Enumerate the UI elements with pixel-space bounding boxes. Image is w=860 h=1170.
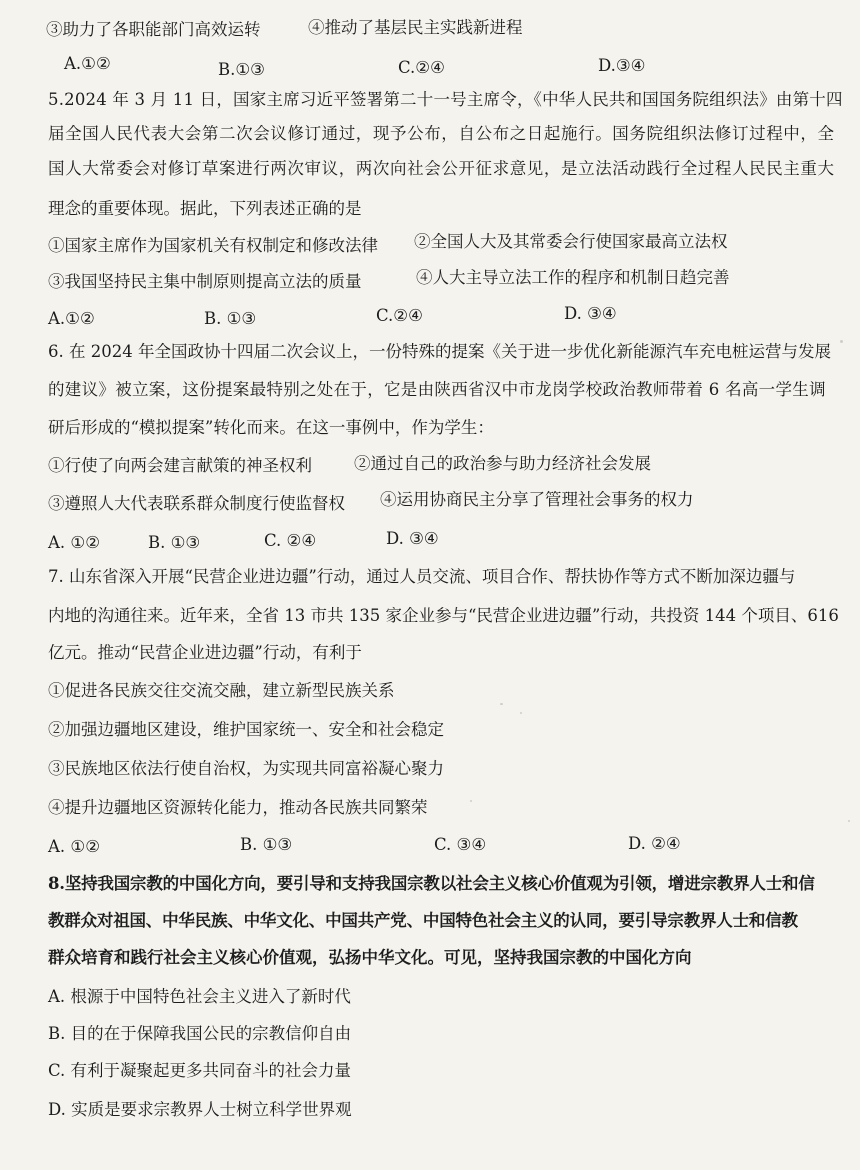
q6-choice-d: D. ③④: [386, 529, 439, 548]
q5-stem-line: 5.2024 年 3 月 11 日，国家主席习近平签署第二十一号主席令，《中华人民共和国国务院组织法》由第十四: [48, 90, 843, 109]
q5-stem-line: 国人大常委会对修订草案进行两次审议，两次向社会公开征求意见，是立法活动践行全过程人民民主重大: [48, 159, 835, 178]
scan-speck: [520, 712, 522, 714]
q7-option-3: ③民族地区依法行使自治权，为实现共同富裕凝心聚力: [48, 759, 444, 778]
q7-choice-a: A. ①②: [48, 837, 100, 856]
q4-option-4: ④推动了基层民主实践新进程: [308, 18, 523, 37]
q5-choice-a: A.①②: [48, 309, 95, 328]
q6-choice-a: A. ①②: [48, 533, 100, 552]
q7-option-2: ②加强边疆地区建设，维护国家统一、安全和社会稳定: [48, 720, 444, 739]
q8-stem-line: 8.坚持我国宗教的中国化方向，要引导和支持我国宗教以社会主义核心价值观为引领，增进宗教界人士和信: [48, 874, 815, 893]
q5-option-1: ①国家主席作为国家机关有权制定和修改法律: [48, 236, 378, 255]
scan-speck: [500, 703, 503, 705]
q4-choice-a: A.①②: [64, 54, 111, 73]
q7-choice-c: C. ③④: [434, 835, 487, 854]
q6-stem-line: 研后形成的“模拟提案”转化而来。在这一事例中，作为学生：: [48, 418, 494, 437]
q5-stem-line: 届全国人民代表大会第二次会议修订通过，现予公布，自公布之日起施行。国务院组织法修订过程中，全: [48, 124, 835, 143]
q6-choice-c: C. ②④: [264, 531, 317, 550]
q8-choice-b: B. 目的在于保障我国公民的宗教信仰自由: [48, 1024, 352, 1043]
q7-stem-line: 内地的沟通往来。近年来，全省 13 市共 135 家企业参与“民营企业进边疆”行动，共投资 144 个项目、616: [48, 606, 839, 625]
scan-speck: [470, 800, 472, 802]
q7-choice-d: D. ②④: [628, 834, 681, 853]
q8-choice-a: A. 根源于中国特色社会主义进入了新时代: [48, 987, 351, 1006]
q6-choice-b: B. ①③: [148, 533, 201, 552]
q8-choice-c: C. 有利于凝聚起更多共同奋斗的社会力量: [48, 1061, 352, 1080]
scan-speck: [848, 820, 850, 822]
q7-choice-b: B. ①③: [240, 835, 293, 854]
q6-stem-line: 6. 在 2024 年全国政协十四届二次会议上，一份特殊的提案《关于进一步优化新能源汽车充电桩运营与发展: [48, 342, 831, 361]
q5-choice-b: B. ①③: [204, 309, 257, 328]
q5-choice-c: C.②④: [376, 306, 423, 325]
q6-option-1: ①行使了向两会建言献策的神圣权利: [48, 456, 312, 475]
q5-stem-line: 理念的重要体现。据此，下列表述正确的是: [48, 199, 362, 218]
q8-stem-line: 群众培育和践行社会主义核心价值观，弘扬中华文化。可见，坚持我国宗教的中国化方向: [48, 948, 692, 967]
q5-option-2: ②全国人大及其常委会行使国家最高立法权: [414, 232, 728, 251]
q5-option-4: ④人大主导立法工作的程序和机制日趋完善: [416, 268, 730, 287]
q4-choice-d: D.③④: [598, 56, 646, 75]
q5-option-3: ③我国坚持民主集中制原则提高立法的质量: [48, 272, 362, 291]
q8-stem-line: 教群众对祖国、中华民族、中华文化、中国共产党、中国特色社会主义的认同，要引导宗教界人士和信教: [48, 911, 798, 930]
q7-option-4: ④提升边疆地区资源转化能力，推动各民族共同繁荣: [48, 798, 428, 817]
q7-stem-line: 7. 山东省深入开展“民营企业进边疆”行动，通过人员交流、项目合作、帮扶协作等方式不断加深边疆与: [48, 567, 796, 586]
q5-choice-d: D. ③④: [564, 304, 617, 323]
q6-option-3: ③遵照人大代表联系群众制度行使监督权: [48, 494, 345, 513]
q7-stem-line: 亿元。推动“民营企业进边疆”行动，有利于: [48, 643, 362, 662]
q6-option-2: ②通过自己的政治参与助力经济社会发展: [354, 454, 651, 473]
q4-option-3: ③助力了各职能部门高效运转: [46, 20, 261, 39]
q8-choice-d: D. 实质是要求宗教界人士树立科学世界观: [48, 1100, 352, 1119]
q6-stem-line: 的建议》被立案，这份提案最特别之处在于，它是由陕西省汉中市龙岗学校政治教师带着 6 名高一学生调: [48, 380, 826, 399]
q7-option-1: ①促进各民族交往交流交融，建立新型民族关系: [48, 681, 395, 700]
q6-option-4: ④运用协商民主分享了管理社会事务的权力: [380, 490, 694, 509]
scan-speck: [840, 340, 843, 343]
q4-choice-c: C.②④: [398, 58, 445, 77]
q4-choice-b: B.①③: [218, 60, 265, 79]
